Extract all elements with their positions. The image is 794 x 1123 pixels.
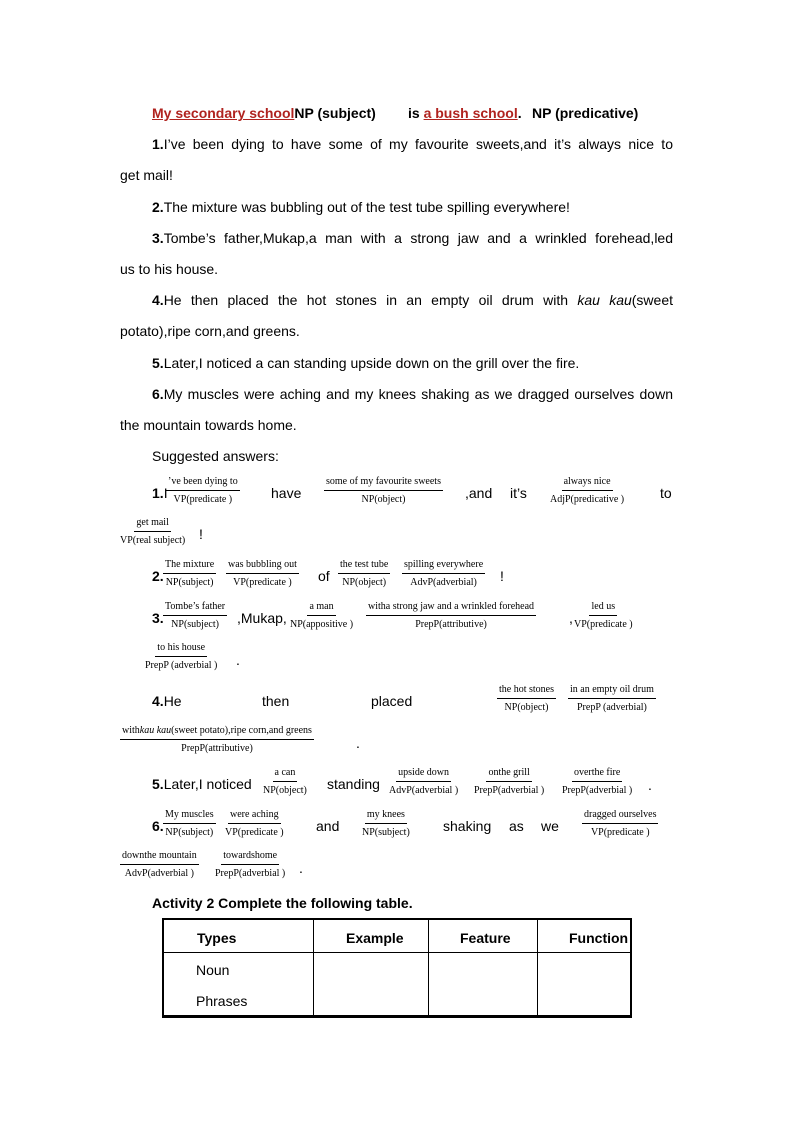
phrase-label: NP(object) <box>342 577 387 588</box>
exercise-number: 3. <box>152 230 164 246</box>
answer-number: 5. <box>152 776 164 792</box>
answer-4-lead <box>152 692 182 710</box>
phrase-label: AdvP(adverbial) <box>410 577 477 588</box>
exercise-1-line2: get mail! <box>120 167 173 183</box>
answer-3-appositive <box>290 601 353 631</box>
phrase-label: VP(real subject) <box>120 535 186 546</box>
exercise-number: 1. <box>152 136 164 152</box>
phrase-label: PrepP (adverbial) <box>577 702 647 713</box>
answer-text: standing <box>327 776 380 792</box>
answer-text: He <box>163 693 182 709</box>
answer-text: of <box>318 568 330 584</box>
answer-2-lead <box>152 567 164 585</box>
answer-text: as <box>509 818 524 834</box>
phrase-text: My muscles <box>163 809 216 824</box>
table-column-divider <box>537 920 538 1015</box>
answer-text: . <box>356 735 360 751</box>
exercise-2 <box>152 198 570 216</box>
answer-text: . <box>299 860 303 876</box>
exercise-text: I’ve been dying to have some of my favourite sweets,and it’s always nice to <box>163 136 673 152</box>
phrase-text: the hot stones <box>497 684 556 699</box>
answer-3-adverbial <box>145 642 217 672</box>
phrase-text: to his house <box>155 642 207 657</box>
phrase-text: a can <box>273 767 298 782</box>
header-verb: is <box>408 105 420 121</box>
phrase-label: NP(object) <box>504 702 549 713</box>
table-header-types: Types <box>197 930 237 946</box>
phrase-text: some of my favourite sweets <box>324 476 443 491</box>
answer-2-vp <box>226 559 299 589</box>
phrase-text: Tombe’s father <box>163 601 227 616</box>
exercise-number: 6. <box>152 386 164 402</box>
exercise-6-line1 <box>152 385 673 403</box>
activity-table <box>162 918 632 1018</box>
answer-text: , <box>569 610 573 626</box>
phrase-label: AdvP(adverbial ) <box>124 868 194 879</box>
answer-1-np <box>324 476 443 506</box>
answer-number: 2. <box>152 568 164 584</box>
phrase-text: upside down <box>396 767 451 782</box>
phrase-label: AdjP(predicative ) <box>550 494 625 505</box>
phrase-text: the test tube <box>338 559 390 574</box>
phrase-label: NP(subject) <box>165 827 214 838</box>
exercise-text: Tombe’s father,Mukap,a man with a strong jaw and a wrinkled forehead,led <box>163 230 673 246</box>
phrase-label: VP(predicate ) <box>590 827 650 838</box>
exercise-6-line2: the mountain towards home. <box>120 417 297 433</box>
phrase-label: AdvP(adverbial ) <box>389 785 459 796</box>
subject-label: NP (subject) <box>294 105 376 121</box>
phrase-text <box>120 725 314 740</box>
exercise-3-line1 <box>152 229 673 247</box>
phrase-label: NP(appositive ) <box>290 619 354 630</box>
answer-2-object <box>338 559 390 589</box>
phrase-text: dragged ourselves <box>582 809 658 824</box>
answer-1-real-subject <box>120 517 185 547</box>
phrase-label: NP(subject) <box>165 577 214 588</box>
phrase-label: NP(object) <box>361 494 406 505</box>
exercise-5 <box>152 354 579 372</box>
exercise-number: 4. <box>152 292 164 308</box>
phrase-italic-text: kau kau <box>139 725 172 736</box>
phrase-text: were aching <box>228 809 281 824</box>
exercise-number: 5. <box>152 355 164 371</box>
table-header-divider <box>164 952 630 953</box>
answer-5-prep2 <box>562 767 632 797</box>
phrase-label: VP(predicate ) <box>225 827 284 838</box>
table-header-feature: Feature <box>460 930 511 946</box>
answer-text: ,Mukap, <box>237 610 287 626</box>
header-period: . <box>517 105 522 121</box>
predicative-label: NP (predicative) <box>532 105 639 121</box>
phrase-text: witha strong jaw and a wrinkled forehead <box>366 601 536 616</box>
answer-text: then <box>262 693 290 709</box>
answer-text: and <box>316 818 340 834</box>
answer-text: it’s <box>510 485 527 501</box>
phrase-text: onthe grill <box>486 767 531 782</box>
phrase-label: PrepP(adverbial ) <box>562 785 633 796</box>
answer-4-adverbial <box>568 684 656 714</box>
predicative-phrase: a bush school <box>423 105 518 121</box>
phrase-label: NP(subject) <box>171 619 219 630</box>
answer-text: I <box>163 485 168 501</box>
exercise-text: Later,I noticed a can standing upside down on the grill over the fire. <box>163 355 580 371</box>
answer-number: 1. <box>152 485 164 501</box>
table-column-divider <box>313 920 314 1015</box>
phrase-text-part: (sweet potato),ripe corn,and greens <box>171 725 312 736</box>
phrase-text: was bubbling out <box>226 559 299 574</box>
answer-text: we <box>541 818 559 834</box>
answer-3-lead <box>152 609 164 627</box>
phrase-text: in an empty oil drum <box>568 684 656 699</box>
phrase-label: VP(predicate ) <box>574 619 633 630</box>
answer-text: ! <box>199 526 203 542</box>
predicative-label-line <box>532 104 638 122</box>
exercise-1-line1 <box>152 135 673 153</box>
answer-number: 4. <box>152 693 164 709</box>
table-header-example: Example <box>346 930 404 946</box>
phrase-text: ’ve been dying to <box>166 476 240 491</box>
exercise-text: The mixture was bubbling out of the test tube spilling everywhere! <box>163 199 570 215</box>
table-header-function: Function <box>569 930 629 946</box>
phrase-label: PrepP(attributive) <box>181 743 253 754</box>
answer-6-lead <box>152 817 164 835</box>
exercise-text: He then placed the hot stones in an empty oil drum with <box>163 292 578 308</box>
answer-text: to <box>660 485 672 501</box>
phrase-label: NP(subject) <box>362 827 410 838</box>
exercise-text: My muscles were aching and my knees shaking as we dragged ourselves down <box>163 386 673 402</box>
answer-5-prep1 <box>474 767 544 797</box>
answer-6-vp2 <box>582 809 658 839</box>
phrase-text: led us <box>589 601 617 616</box>
phrase-label: VP(predicate ) <box>173 494 233 505</box>
subject-phrase: My secondary school <box>152 105 295 121</box>
phrase-text: get mail <box>134 517 171 532</box>
table-column-divider <box>428 920 429 1015</box>
phrase-text: always nice <box>562 476 613 491</box>
answer-6-prepp <box>215 850 285 880</box>
table-cell-type-line2: Phrases <box>196 993 248 1009</box>
answer-text: . <box>236 652 240 668</box>
answer-text: ! <box>500 568 504 584</box>
header-line <box>152 104 376 122</box>
answer-number: 3. <box>152 610 164 626</box>
exercise-4-line2: potato),ripe corn,and greens. <box>120 323 300 339</box>
answer-6-subject2 <box>362 809 410 839</box>
header-predicate <box>408 104 522 122</box>
table-cell-type-line1: Noun <box>196 962 230 978</box>
answer-4-attributive <box>120 725 314 755</box>
answer-text: Later,I noticed <box>163 776 252 792</box>
phrase-label: PrepP (adverbial ) <box>145 660 218 671</box>
phrase-label: VP(predicate ) <box>233 577 292 588</box>
answer-text: . <box>648 777 652 793</box>
answer-text: placed <box>371 693 413 709</box>
phrase-label: PrepP(adverbial ) <box>474 785 545 796</box>
phrase-label: NP(object) <box>263 785 307 796</box>
answer-text: ,and <box>465 485 493 501</box>
phrase-text: overthe fire <box>572 767 622 782</box>
answer-5-object <box>263 767 307 797</box>
phrase-text: a man <box>307 601 335 616</box>
answer-number: 6. <box>152 818 164 834</box>
answer-2-np <box>163 559 216 589</box>
answer-1-adjp <box>550 476 624 506</box>
answer-text: have <box>271 485 302 501</box>
answer-5-lead <box>152 775 252 793</box>
phrase-text: downthe mountain <box>120 850 199 865</box>
phrase-text-part: with <box>122 725 140 736</box>
answer-5-advp <box>389 767 458 797</box>
exercise-italic-text: kau kau <box>577 292 632 308</box>
answer-6-advp <box>120 850 199 880</box>
phrase-text: towardshome <box>221 850 279 865</box>
phrase-text: The mixture <box>163 559 216 574</box>
phrase-text: my knees <box>365 809 407 824</box>
answer-3-attributive <box>366 601 536 631</box>
phrase-label: PrepP(attributive) <box>415 619 487 630</box>
activity-title: Activity 2 Complete the following table. <box>152 895 413 911</box>
phrase-label: PrepP(adverbial ) <box>215 868 286 879</box>
answer-text: shaking <box>443 818 492 834</box>
exercise-3-line2: us to his house. <box>120 261 219 277</box>
answer-6-subject1 <box>163 809 216 839</box>
phrase-text: spilling everywhere <box>402 559 485 574</box>
answer-6-vp1 <box>225 809 284 839</box>
answer-4-object <box>497 684 556 714</box>
answer-3-subject <box>163 601 227 631</box>
suggested-answers-title: Suggested answers: <box>152 448 279 464</box>
answer-2-advp <box>402 559 485 589</box>
exercise-text: (sweet <box>631 292 673 308</box>
exercise-number: 2. <box>152 199 164 215</box>
exercise-4-line1 <box>152 291 673 309</box>
answer-3-vp <box>574 601 633 631</box>
answer-1-vp <box>163 476 240 506</box>
